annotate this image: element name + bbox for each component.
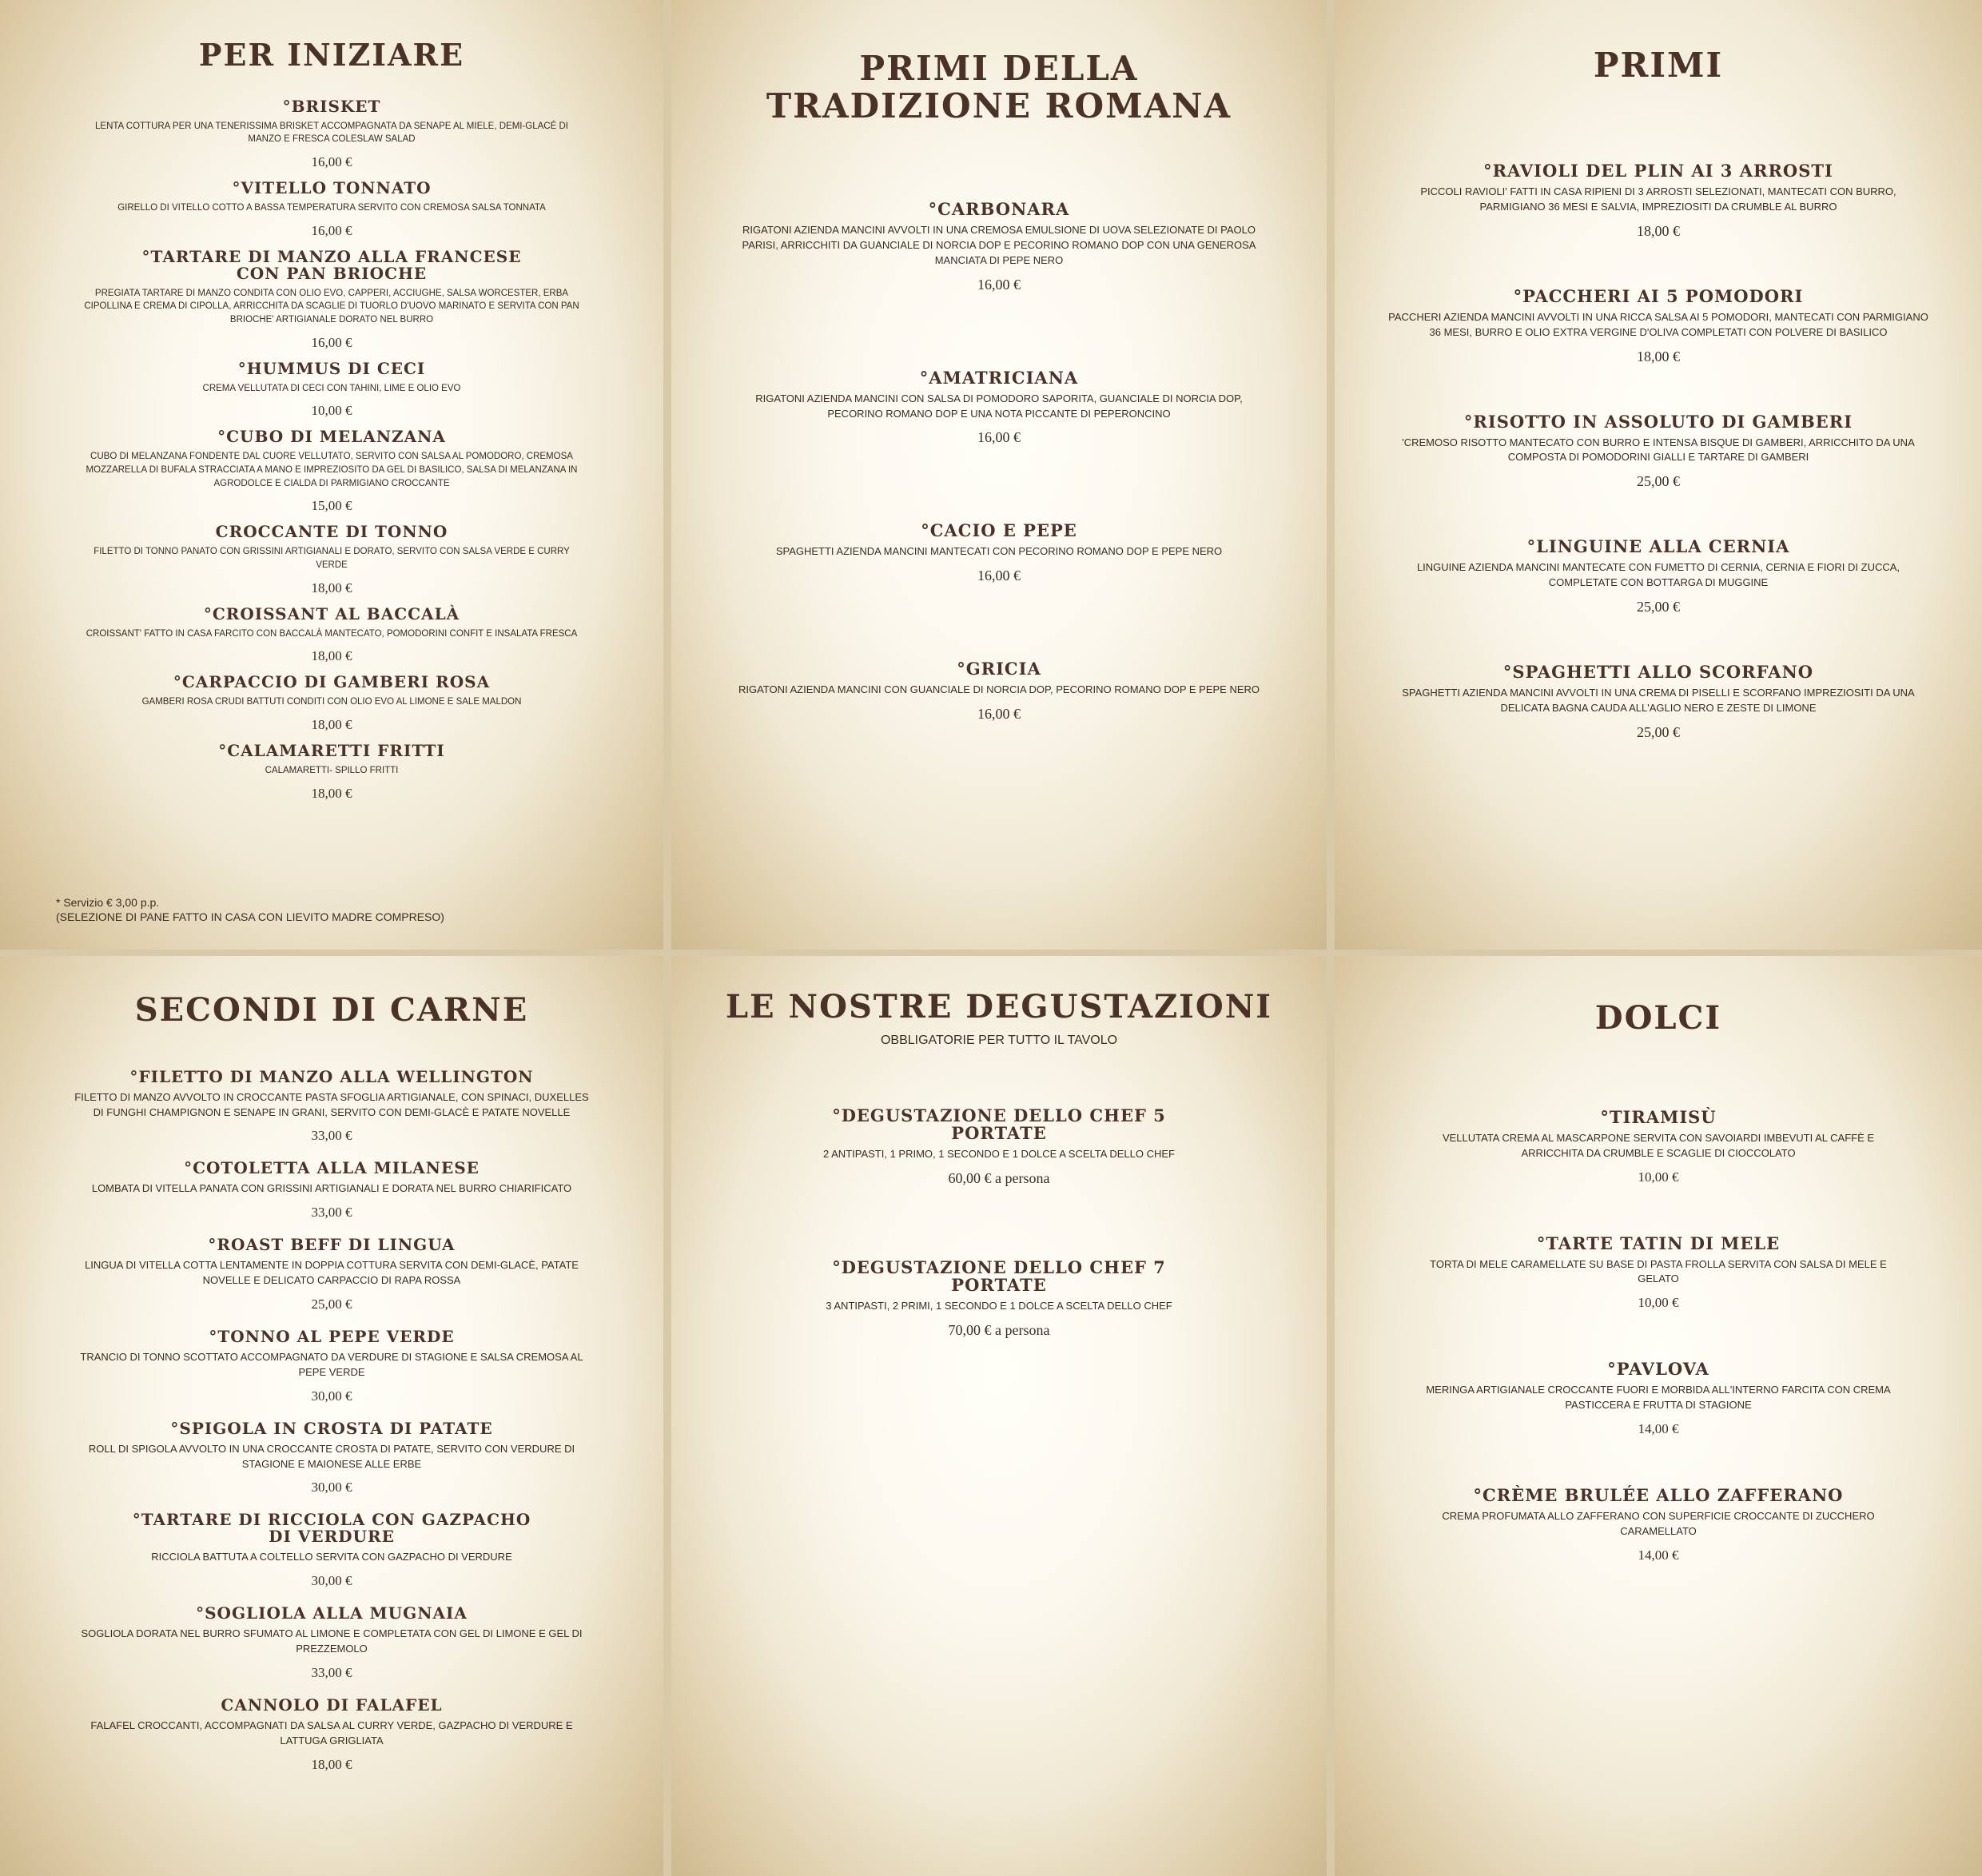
menu-item <box>1335 1235 1982 1312</box>
dish-name: °VITELLO TONNATO <box>232 177 432 197</box>
menu-item <box>1335 1106 1982 1185</box>
dish-description: CALAMARETTI- SPILLO FRITTI <box>265 765 399 775</box>
dish-price: 16,00 € <box>977 568 1021 584</box>
dish-name: °BRISKET <box>282 96 381 116</box>
menu-item <box>0 603 663 665</box>
dish-name: °SOGLIOLA ALLA MUGNAIA <box>196 1603 468 1623</box>
dish-price: 10,00 € <box>1638 1169 1679 1185</box>
dish-description: CREMA VELLUTATA DI CECI CON TAHINI, LIME E OLIO EVO <box>202 383 461 393</box>
section-subtitle: OBBLIGATORIE PER TUTTO IL TAVOLO <box>880 1033 1118 1047</box>
dish-description: PICCOLI RAVIOLI' FATTI IN CASA RIPIENI DI 3 ARROSTI SELEZIONATI, MANTECATI CON BURRO, PARMIGIANO 36 MESI E SALVIA, IMPREZIOSITI DA CRUMBLE AL BURRO <box>1420 185 1896 213</box>
dish-description: TRANCIO DI TONNO SCOTTATO ACCOMPAGNATO DA VERDURE DI STAGIONE E SALSA CREMOSA AL PEPE VERDE <box>80 1351 583 1378</box>
menu-item <box>671 660 1327 723</box>
dish-name: °HUMMUS DI CECI <box>237 358 426 378</box>
dish-name: °DEGUSTAZIONE DELLO CHEF 7 PORTATE <box>832 1257 1166 1295</box>
dish-price: 16,00 € <box>311 222 352 238</box>
dish-description: CROISSANT' FATTO IN CASA FARCITO CON BACCALÀ MANTECATO, POMODORINI CONFIT E INSALATA FRESCA <box>86 628 578 639</box>
panel-primi-tradizione <box>671 0 1327 950</box>
dish-description: SPAGHETTI AZIENDA MANCINI MANTECATI CON PECORINO ROMANO DOP E PEPE NERO <box>775 545 1223 558</box>
dish-name: °FILETTO DI MANZO ALLA WELLINGTON <box>129 1066 534 1086</box>
dish-description: FALAFEL CROCCANTI, ACCOMPAGNATI DA SALSA AL CURRY VERDE, GAZPACHO DI VERDURE E LATTUGA GRIGLIATA <box>90 1719 573 1747</box>
item-list <box>0 1066 663 1773</box>
menu-item <box>1335 285 1982 365</box>
menu-item <box>0 1605 663 1681</box>
dish-description: TORTA DI MELE CARAMELLATE SU BASE DI PASTA FROLLA SERVITA CON SALSA DI MELE E GELATO <box>1430 1257 1887 1285</box>
dish-description: 'CREMOSO RISOTTO MANTECATO CON BURRO E INTENSA BISQUE DI GAMBERI, ARRICCHITO DA UNA COMPOSTA DI POMODORINI GIALLI E TARTARE DI GAMBERI <box>1402 436 1915 464</box>
dish-name: CROCCANTE DI TONNO <box>215 522 448 542</box>
menu-item <box>1335 538 1982 615</box>
menu-item <box>671 201 1327 293</box>
dish-name: °CARPACCIO DI GAMBERI ROSA <box>173 672 491 692</box>
dish-price: 14,00 € <box>1638 1547 1679 1563</box>
dish-price: 16,00 € <box>977 429 1021 446</box>
dish-price: 18,00 € <box>311 785 352 801</box>
menu-item <box>1335 1360 1982 1437</box>
menu-item <box>0 360 663 420</box>
menu-item <box>0 674 663 733</box>
dish-description: GAMBERI ROSA CRUDI BATTUTI CONDITI CON OLIO EVO AL LIMONE E SALE MALDON <box>141 697 522 707</box>
section-title: DOLCI <box>1594 999 1722 1037</box>
dish-name: °LINGUINE ALLA CERNIA <box>1526 536 1790 557</box>
menu-item <box>1335 413 1982 491</box>
dish-description: FILETTO DI MANZO AVVOLTO IN CROCCANTE PASTA SFOGLIA ARTIGIANALE, CON SPINACI, DUXELLES DI FUNGHI CHAMPIGNON E SENAPE IN GRANI, SERVITO CON DEMI-GLACÈ E PATATE NOVELLE <box>74 1090 589 1118</box>
menu-item <box>671 1259 1327 1339</box>
menu-item <box>1335 162 1982 240</box>
dish-price: 18,00 € <box>311 716 352 732</box>
dish-description: CUBO DI MELANZANA FONDENTE DAL CUORE VELLUTATO, SERVITO CON SALSA AL POMODORO, CREMOSA MOZZARELLA DI BUFALA STRACCIATA A MANO E IMPREZIOSITO DA GEL DI BASILICO, SALSA DI MELANZANA IN AGRODOLCE E CIALDA DI PARMIGIANO CROCCANTE <box>86 452 578 488</box>
menu-item <box>0 1420 663 1496</box>
dish-price: 25,00 € <box>1637 723 1680 740</box>
dish-price: 30,00 € <box>311 1573 352 1589</box>
panel-per-iniziare <box>0 0 663 950</box>
dish-price: 18,00 € <box>1637 348 1680 364</box>
dish-price: 18,00 € <box>311 1756 352 1772</box>
dish-price: 16,00 € <box>311 334 352 350</box>
dish-description: 2 ANTIPASTI, 1 PRIMO, 1 SECONDO E 1 DOLCE A SCELTA DELLO CHEF <box>823 1147 1175 1160</box>
dish-description: SPAGHETTI AZIENDA MANCINI AVVOLTI IN UNA CREMA DI PISELLI E SCORFANO IMPREZIOSITI DA UNA DELICATA BAGNA CAUDA ALL'AGLIO NERO E ZESTE DI LIMONE <box>1402 687 1915 714</box>
menu-item <box>1335 1487 1982 1563</box>
menu-item <box>0 1512 663 1589</box>
item-list <box>1335 1106 1982 1563</box>
menu-item <box>671 369 1327 447</box>
dish-price: 18,00 € <box>1637 222 1680 239</box>
dish-name: °CROISSANT AL BACCALÀ <box>203 603 460 623</box>
menu-item <box>1335 663 1982 741</box>
dish-price: 14,00 € <box>1638 1421 1679 1436</box>
service-note <box>56 895 444 924</box>
dish-name: °DEGUSTAZIONE DELLO CHEF 5 PORTATE <box>832 1105 1166 1143</box>
dish-name: °GRICIA <box>957 659 1041 679</box>
dish-name: °SPAGHETTI ALLO SCORFANO <box>1502 661 1814 682</box>
dish-name: °PACCHERI AI 5 POMODORI <box>1513 285 1804 306</box>
dish-name: °TARTE TATIN DI MELE <box>1536 1233 1781 1253</box>
dish-name: °PAVLOVA <box>1607 1359 1709 1380</box>
dish-price: 10,00 € <box>1638 1295 1679 1311</box>
menu-item <box>0 98 663 170</box>
dish-description: CREMA PROFUMATA ALLO ZAFFERANO CON SUPERFICIE CROCCANTE DI ZUCCHERO CARAMELLATO <box>1442 1510 1875 1537</box>
dish-name: °SPIGOLA IN CROSTA DI PATATE <box>170 1418 493 1438</box>
dish-description: LINGUA DI VITELLA COTTA LENTAMENTE IN DOPPIA COTTURA SERVITA CON DEMI-GLACÈ, PATATE NOVELLE E DELICATO CARPACCIO DI RAPA ROSSA <box>85 1259 579 1287</box>
dish-name: °TIRAMISÙ <box>1600 1106 1717 1127</box>
dish-description: PREGIATA TARTARE DI MANZO CONDITA CON OLIO EVO, CAPPERI, ACCIUGHE, SALSA WORCESTER, ERBA CIPOLLINA E CREMA DI CIPOLLA, ARRICCHITA DA SCAGLIE DI TUORLO D'UOVO MARINATO E SERVITA CON PAN BRIOCHE' ARTIGIANALE DORATO NEL BURRO <box>84 288 579 325</box>
dish-description: LENTA COTTURA PER UNA TENERISSIMA BRISKET ACCOMPAGNATA DA SENAPE AL MIELE, DEMI-GLACÉ DI MANZO E FRESCA COLESLAW SALAD <box>95 121 568 145</box>
dish-price: 10,00 € <box>311 403 352 419</box>
menu-item <box>0 1066 663 1145</box>
panel-degustazioni <box>671 956 1327 1876</box>
dish-price: 33,00 € <box>311 1128 352 1144</box>
section-title: PRIMI DELLA TRADIZIONE ROMANA <box>766 49 1232 126</box>
menu-item <box>0 246 663 351</box>
menu-item <box>0 428 663 514</box>
dish-price: 30,00 € <box>311 1388 352 1404</box>
dish-description: RIGATONI AZIENDA MANCINI CON SALSA DI POMODORO SAPORITA, GUANCIALE DI NORCIA DOP, PECORINO ROMANO DOP E UNA NOTA PICCANTE DI PEPERONCINO <box>755 392 1243 420</box>
panel-secondi <box>0 956 663 1876</box>
dish-price: 15,00 € <box>311 498 352 514</box>
bread-note: (SELEZIONE DI PANE FATTO IN CASA CON LIEVITO MADRE COMPRESO) <box>56 910 444 924</box>
dish-name: °RISOTTO IN ASSOLUTO DI GAMBERI <box>1463 411 1853 432</box>
dish-price: 33,00 € <box>311 1664 352 1680</box>
item-list <box>671 201 1327 723</box>
dish-name: °CUBO DI MELANZANA <box>217 427 446 447</box>
dish-name: °CALAMARETTI FRITTI <box>218 740 445 760</box>
dish-description: VELLUTATA CREMA AL MASCARPONE SERVITA CON SAVOIARDI IMBEVUTI AL CAFFÈ E ARRICCHITA DA CRUMBLE E SCAGLIE DI CIOCCOLATO <box>1442 1131 1875 1159</box>
dish-description: FILETTO DI TONNO PANATO CON GRISSINI ARTIGIANALI E DORATO, SERVITO CON SALSA VERDE E CURRY VERDE <box>94 547 570 570</box>
dish-description: GIRELLO DI VITELLO COTTO A BASSA TEMPERATURA SERVITO CON CREMOSA SALSA TONNATA <box>117 202 546 213</box>
dish-description: 3 ANTIPASTI, 2 PRIMI, 1 SECONDO E 1 DOLCE A SCELTA DELLO CHEF <box>826 1299 1172 1312</box>
menu-item <box>0 524 663 595</box>
dish-price: 18,00 € <box>311 580 352 595</box>
dish-price: 25,00 € <box>1637 598 1680 615</box>
item-list <box>1335 162 1982 741</box>
item-list <box>671 1107 1327 1339</box>
dish-description: LOMBATA DI VITELLA PANATA CON GRISSINI ARTIGIANALI E DORATA NEL BURRO CHIARIFICATO <box>91 1182 572 1195</box>
item-list <box>0 98 663 802</box>
dish-name: °TARTARE DI MANZO ALLA FRANCESE CON PAN BRIOCHE <box>141 246 522 283</box>
menu-item <box>0 1160 663 1221</box>
dish-name: °TARTARE DI RICCIOLA CON GAZPACHO DI VERDURE <box>132 1510 531 1547</box>
menu-item <box>0 1328 663 1404</box>
dish-description: RICCIOLA BATTUTA A COLTELLO SERVITA CON GAZPACHO DI VERDURE <box>151 1551 512 1563</box>
service-charge: * Servizio € 3,00 p.p. <box>56 896 160 909</box>
dish-description: RIGATONI AZIENDA MANCINI CON GUANCIALE DI NORCIA DOP, PECORINO ROMANO DOP E PEPE NERO <box>738 683 1260 696</box>
dish-price: 16,00 € <box>311 153 352 169</box>
section-title: LE NOSTRE DEGUSTAZIONI <box>726 988 1272 1026</box>
section-title: PRIMI <box>1593 46 1724 85</box>
dish-name: °RAVIOLI DEL PLIN AI 3 ARROSTI <box>1483 161 1833 181</box>
menu-item <box>0 177 663 239</box>
dish-name: °ROAST BEFF DI LINGUA <box>208 1235 456 1255</box>
panel-dolci <box>1335 956 1982 1876</box>
dish-name: °CRÈME BRULÉE ALLO ZAFFERANO <box>1473 1485 1844 1505</box>
panel-primi <box>1335 0 1982 950</box>
dish-name: °TONNO AL PEPE VERDE <box>209 1327 455 1347</box>
dish-name: °AMATRICIANA <box>919 367 1079 388</box>
dish-name: °CARBONARA <box>928 199 1070 220</box>
dish-description: PACCHERI AZIENDA MANCINI AVVOLTI IN UNA RICCA SALSA AI 5 POMODORI, MANTECATI CON PARMIGIANO 36 MESI, BURRO E OLIO EXTRA VERGINE D'OLIVA COMPLETATI CON POLVERE DI BASILICO <box>1388 310 1928 338</box>
dish-price: 16,00 € <box>977 706 1021 723</box>
dish-price: 25,00 € <box>1637 473 1680 490</box>
dish-name: °CACIO E PEPE <box>921 520 1077 541</box>
dish-description: SOGLIOLA DORATA NEL BURRO SFUMATO AL LIMONE E COMPLETATA CON GEL DI LIMONE E GEL DI PREZZEMOLO <box>81 1627 583 1655</box>
dish-price: 33,00 € <box>311 1205 352 1221</box>
menu-item <box>0 1237 663 1312</box>
dish-price: 16,00 € <box>977 276 1021 293</box>
menu-item <box>0 1697 663 1773</box>
dish-description: MERINGA ARTIGIANALE CROCCANTE FUORI E MORBIDA ALL'INTERNO FARCITA CON CREMA PASTICCERA E FRUTTA DI STAGIONE <box>1426 1384 1891 1412</box>
dish-price: 18,00 € <box>311 648 352 664</box>
section-title: PER INIZIARE <box>198 37 465 73</box>
dish-name: °COTOLETTA ALLA MILANESE <box>184 1158 480 1178</box>
dish-price: 70,00 € a persona <box>948 1321 1050 1338</box>
dish-description: ROLL DI SPIGOLA AVVOLTO IN UNA CROCCANTE CROSTA DI PATATE, SERVITO CON VERDURE DI STAGIONE E MAIONESE ALLE ERBE <box>88 1442 575 1470</box>
section-title: SECONDI DI CARNE <box>134 991 529 1029</box>
dish-description: RIGATONI AZIENDA MANCINI AVVOLTI IN UNA CREMOSA EMULSIONE DI UOVA SELEZIONATE DI PAOLO PARISI, ARRICCHITI DA GUANCIALE DI NORCIA DOP E PECORINO ROMANO DOP CON UNA GENEROSA MANCIATA DI PEPE NERO <box>742 224 1256 266</box>
dish-name: CANNOLO DI FALAFEL <box>221 1695 443 1715</box>
menu-item <box>0 740 663 802</box>
menu-item <box>671 1107 1327 1187</box>
dish-price: 60,00 € a persona <box>948 1169 1050 1186</box>
menu-item <box>671 522 1327 584</box>
dish-description: LINGUINE AZIENDA MANCINI MANTECATE CON FUMETTO DI CERNIA, CERNIA E FIORI DI ZUCCA, COMPLETATE CON BOTTARGA DI MUGGINE <box>1416 561 1900 589</box>
dish-price: 30,00 € <box>311 1480 352 1496</box>
dish-price: 25,00 € <box>311 1296 352 1312</box>
